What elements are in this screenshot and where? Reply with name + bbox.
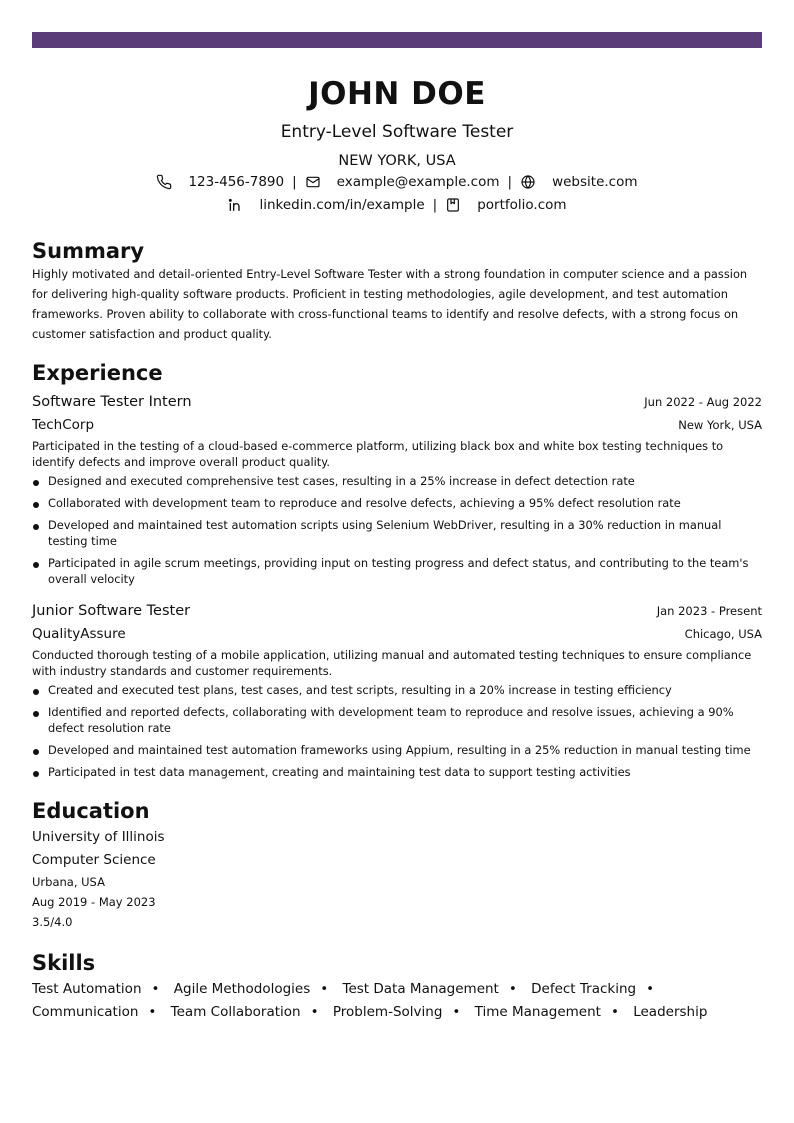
- accent-bar: [32, 32, 762, 48]
- job-title-headline: Entry-Level Software Tester: [280, 122, 514, 142]
- bullet-item: Created and executed test plans, test cases, and test scripts, resulting in a 20% increase in testing efficiency: [32, 682, 762, 698]
- contact-row-2: [32, 196, 762, 214]
- contact-separator: |: [432, 197, 438, 213]
- skill-separator-dot: •: [310, 1004, 319, 1020]
- education-gpa: 3.5/4.0: [32, 915, 73, 929]
- job-dates: Jun 2022 - Aug 2022: [644, 395, 762, 409]
- education-section: [32, 798, 762, 930]
- contact-website[interactable]: [520, 173, 637, 191]
- portfolio-icon: [445, 197, 461, 213]
- resume-header: [32, 76, 762, 214]
- bullet-item: Participated in agile scrum meetings, providing input on testing progress and defect status, and contributing to the team's overall velocity: [32, 555, 762, 587]
- job-description: Participated in the testing of a cloud-based e-commerce platform, utilizing black box and white box testing techniques to identify defects and improve overall product quality.: [32, 439, 724, 469]
- education-school: University of Illinois: [32, 829, 165, 845]
- job-title: Software Tester Intern: [32, 394, 192, 410]
- resume-page: [32, 32, 762, 1024]
- skill-separator-dot: •: [452, 1004, 461, 1020]
- bullet-item: Identified and reported defects, collaborating with development team to reproduce and resolve issues, achieving a 90% defect resolution rate: [32, 704, 762, 736]
- job-entry: [32, 392, 762, 587]
- skills-heading: Skills: [32, 951, 96, 975]
- job-company: TechCorp: [32, 417, 95, 433]
- bullet-item: Participated in test data management, creating and maintaining test data to support testing activities: [32, 764, 762, 780]
- skills-section: [32, 950, 762, 1024]
- summary-section: [32, 238, 762, 344]
- skill-separator-dot: •: [320, 981, 329, 997]
- mail-icon: [305, 174, 321, 190]
- skill-separator-dot: •: [151, 981, 160, 997]
- contact-linkedin[interactable]: [227, 196, 424, 214]
- job-bullets: [32, 473, 762, 587]
- contact-phone-text: 123-456-7890: [188, 174, 285, 190]
- experience-section: [32, 360, 762, 780]
- contact-portfolio[interactable]: [445, 196, 566, 214]
- education-heading: Education: [32, 799, 150, 823]
- contact-separator: |: [507, 174, 513, 190]
- contact-separator: |: [292, 174, 297, 190]
- education-degree: Computer Science: [32, 852, 156, 868]
- job-company: QualityAssure: [32, 626, 126, 642]
- job-location: New York, USA: [678, 418, 762, 432]
- skills-list: [32, 978, 752, 1024]
- job-location: Chicago, USA: [684, 627, 762, 641]
- experience-heading: Experience: [32, 361, 163, 385]
- skill-separator-dot: •: [508, 981, 517, 997]
- skill-item: Agile Methodologies: [173, 981, 311, 997]
- job-bullets: [32, 682, 762, 780]
- education-location: Urbana, USA: [32, 875, 105, 889]
- skill-separator-dot: •: [610, 1004, 619, 1020]
- skill-item: Team Collaboration: [170, 1004, 301, 1020]
- bullet-item: Developed and maintained test automation scripts using Selenium WebDriver, resulting in a 30% reduction in manual testing time: [32, 517, 762, 549]
- job-entry: [32, 601, 762, 780]
- skill-item: Problem-Solving: [332, 1004, 443, 1020]
- candidate-name: JOHN DOE: [308, 76, 486, 112]
- skill-item: Time Management: [474, 1004, 601, 1020]
- contact-row-1: [32, 173, 762, 191]
- contact-email[interactable]: [305, 173, 500, 191]
- skill-item: Communication: [32, 1004, 139, 1020]
- bullet-item: Designed and executed comprehensive test cases, resulting in a 25% increase in defect detection rate: [32, 473, 762, 489]
- summary-heading: Summary: [32, 239, 145, 263]
- linkedin-icon: [227, 197, 243, 213]
- contact-website-text: website.com: [552, 174, 638, 190]
- contact-linkedin-text: linkedin.com/in/example: [259, 197, 425, 213]
- skill-item: Defect Tracking: [531, 981, 637, 997]
- job-dates: Jan 2023 - Present: [656, 604, 762, 618]
- education-dates: Aug 2019 - May 2023: [32, 895, 156, 909]
- skill-separator-dot: •: [148, 1004, 157, 1020]
- bullet-item: Collaborated with development team to reproduce and resolve defects, achieving a 95% defect resolution rate: [32, 495, 762, 511]
- contact-email-text: example@example.com: [336, 174, 500, 190]
- job-description: Conducted thorough testing of a mobile application, utilizing manual and automated testing techniques to ensure compliance with industry standards and customer requirements.: [32, 648, 752, 678]
- contact-portfolio-text: portfolio.com: [477, 197, 567, 213]
- candidate-location: NEW YORK, USA: [338, 153, 456, 169]
- job-title: Junior Software Tester: [32, 603, 191, 619]
- contact-phone[interactable]: [156, 173, 284, 191]
- skill-item: Leadership: [633, 1004, 708, 1020]
- skill-item: Test Data Management: [342, 981, 499, 997]
- globe-icon: [520, 174, 536, 190]
- summary-text: Highly motivated and detail-oriented Entry-Level Software Tester with a strong foundation in computer science and a passion for delivering high-quality software products. Proficient in testing methodologies, agile development, and test automation frameworks. Proven ability to collaborate with cross-functional teams to identify and resolve defects, with a strong focus on customer satisfaction and product quality.: [32, 267, 748, 341]
- skill-separator-dot: •: [646, 981, 655, 997]
- phone-icon: [156, 174, 172, 190]
- skill-item: Test Automation: [32, 981, 142, 997]
- bullet-item: Developed and maintained test automation frameworks using Appium, resulting in a 25% reduction in manual testing time: [32, 742, 762, 758]
